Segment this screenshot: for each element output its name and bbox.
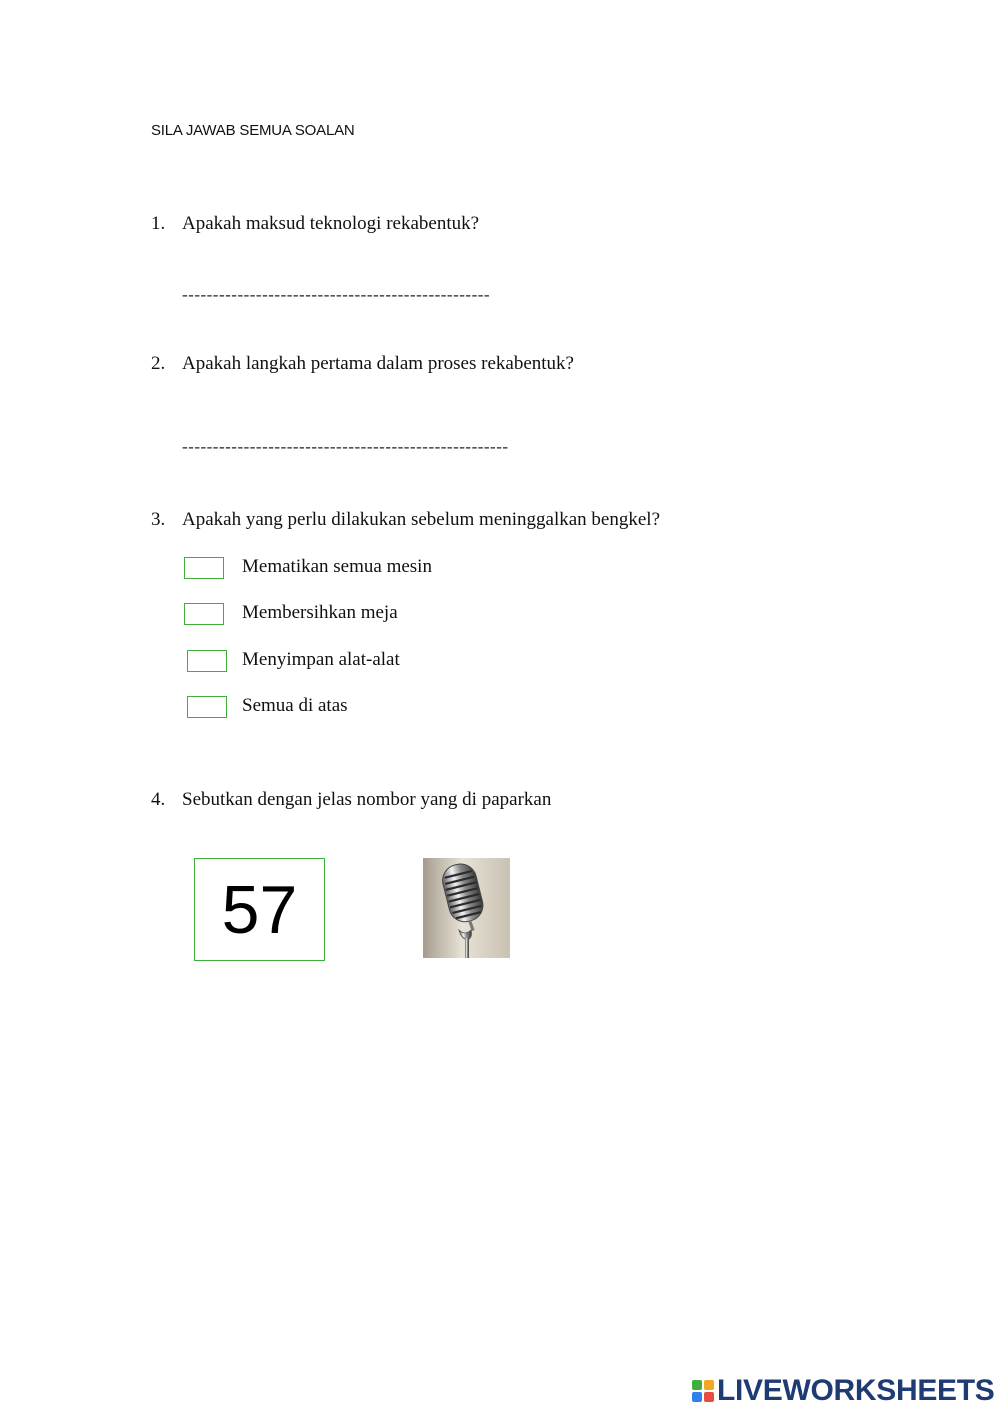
liveworksheets-logo-text: LIVEWORKSHEETS	[717, 1374, 995, 1407]
question-3-text: Apakah yang perlu dilakukan sebelum meninggalkan bengkel?	[182, 509, 661, 530]
question-3-number: 3.	[151, 509, 166, 530]
question-4-number: 4.	[151, 789, 166, 810]
option-1-label: Mematikan semua mesin	[242, 556, 432, 577]
option-2-label: Membersihkan meja	[242, 602, 398, 623]
option-1-checkbox[interactable]	[184, 557, 224, 579]
question-2-answer-field[interactable]: -----------------------------------------------------	[182, 437, 509, 456]
question-2-text: Apakah langkah pertama dalam proses rekabentuk?	[182, 353, 574, 374]
option-3-label: Menyimpan alat-alat	[242, 649, 400, 670]
displayed-number: 57	[221, 871, 298, 948]
liveworksheets-logo[interactable]	[692, 1374, 995, 1408]
question-1-answer-field[interactable]: --------------------------------------------------	[182, 285, 491, 304]
option-4-checkbox[interactable]	[187, 696, 227, 718]
question-1-text: Apakah maksud teknologi rekabentuk?	[182, 213, 480, 234]
option-3-checkbox[interactable]	[187, 650, 227, 672]
displayed-number-box	[194, 858, 325, 961]
microphone-icon[interactable]	[423, 858, 510, 958]
question-1-number: 1.	[151, 213, 166, 234]
instruction-heading: SILA JAWAB SEMUA SOALAN	[151, 122, 355, 139]
liveworksheets-logo-icon	[692, 1380, 714, 1402]
question-4-text: Sebutkan dengan jelas nombor yang di paparkan	[182, 789, 552, 810]
question-2-number: 2.	[151, 353, 166, 374]
option-4-label: Semua di atas	[242, 695, 348, 716]
option-2-checkbox[interactable]	[184, 603, 224, 625]
